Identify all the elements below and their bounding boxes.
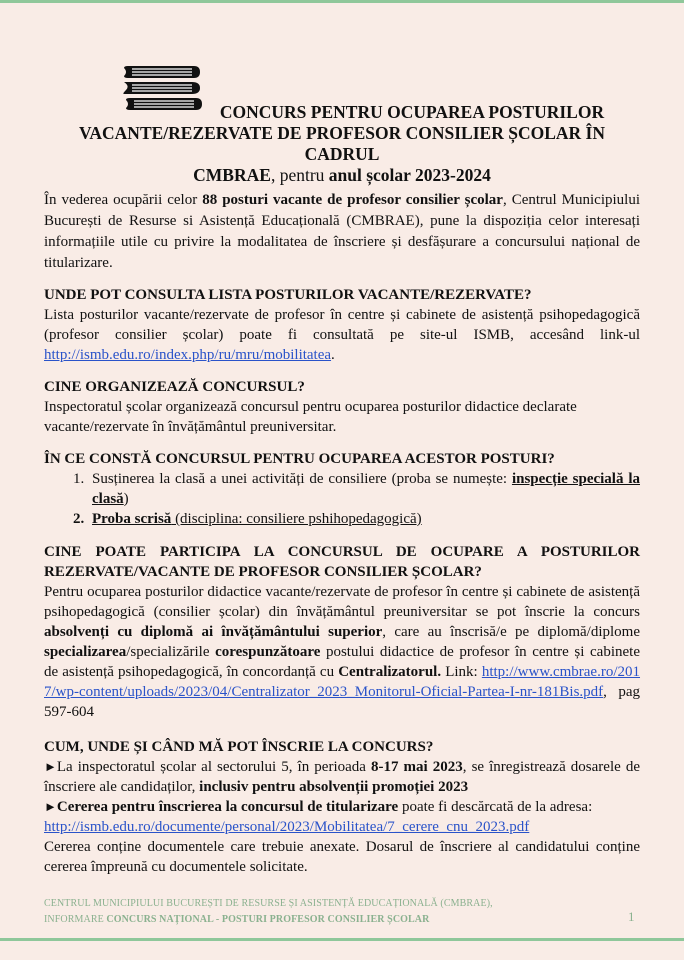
bold-text: corespunzătoare: [215, 644, 321, 660]
page-title: [40, 102, 644, 186]
text: /specializările: [126, 644, 216, 660]
section-exam-content: [44, 449, 640, 529]
section-heading: ÎN CE CONSTĂ CONCURSUL PENTRU OCUPAREA ACESTOR POSTURI?: [44, 451, 555, 467]
list-item-text: (disciplina: consiliere pshihopedagogică): [171, 511, 422, 527]
section-heading: CINE POATE PARTICIPA LA CONCURSUL DE OCUPARE A POSTURILOR REZERVATE/VACANTE DE PROFESOR CONSILIER ȘCOLAR?: [44, 544, 640, 580]
section-eligibility: [44, 542, 640, 722]
intro-paragraph: [44, 190, 640, 274]
section-heading: CINE ORGANIZEAZĂ CONCURSUL?: [44, 379, 305, 395]
text: , pag 597-604: [44, 684, 640, 720]
text: Link:: [441, 664, 482, 680]
list-item-end: ): [123, 491, 129, 507]
title-line-1: CONCURS PENTRU OCUPAREA POSTURILOR: [219, 102, 605, 122]
title-line-3: [40, 165, 644, 186]
intro-text-2: , Centrul Municipiului București de Resurse si Asistență Educațională (CMBRAE), pune la dispoziția celor interesați informațiile utile cu privire la modalitatea de înscriere și desfășurare a concursului național de titularizare.: [44, 192, 641, 271]
bold-text: specializarea: [44, 644, 127, 660]
section-text: Inspectoratul școlar organizează concursul pentru ocuparea posturilor didactice declarate vacante/rezervate în învățământul preuniversitar.: [44, 399, 577, 435]
text: , se înregistrează dosarele de înscriere ale candidaților,: [44, 759, 640, 795]
section-text-end: .: [331, 347, 335, 363]
bold-text: absolvenți cu diplomă ai învățământului superior: [44, 624, 383, 640]
section-positions-list: [44, 285, 640, 365]
title-cmbrae: CMBRAE: [193, 165, 271, 185]
registration-paragraph-2: [44, 797, 640, 817]
list-item: [88, 509, 640, 529]
section-registration: [44, 737, 640, 877]
bold-text: inclusiv pentru absolvenții promoției 2023: [199, 779, 469, 795]
footer-text: INFORMARE: [44, 914, 107, 925]
top-rule: [0, 0, 684, 3]
intro-bold: 88 posturi vacante de profesor consilier școlar: [202, 192, 503, 208]
section-organizer: [44, 377, 640, 437]
footer-bold: CONCURS NAȚIONAL - POSTURI PROFESOR CONSILIER ȘCOLAR: [106, 914, 430, 925]
intro-text-1: În vederea ocupării celor: [44, 192, 203, 208]
list-item: [88, 469, 640, 509]
bold-text: 8-17 mai 2023: [370, 759, 463, 775]
bold-text: Cererea pentru înscrierea la concursul de titularizare: [56, 799, 399, 815]
title-line-2: VACANTE/REZERVATE DE PROFESOR CONSILIER ȘCOLAR ÎN CADRUL: [79, 123, 605, 164]
footer-line-1: CENTRUL MUNICIPIULUI BUCUREȘTI DE RESURSE ȘI ASISTENȚĂ EDUCAȚIONALĂ (CMBRAE),: [44, 898, 493, 909]
page-number: 1: [628, 909, 635, 924]
ismb-mobility-link[interactable]: http://ismb.edu.ro/index.php/ru/mru/mobilitatea: [44, 347, 332, 363]
text: , care au înscrisă/e pe diplomă/diplome: [382, 624, 641, 640]
exam-steps-list: [44, 469, 640, 529]
text: poate fi descărcată de la adresa:: [398, 799, 593, 815]
centralizator-link[interactable]: http://www.cmbrae.ro/2017/wp-content/uploads/2023/04/Centralizator_2023_Monitorul-Oficial-Partea-I-nr-181Bis.pdf: [44, 664, 641, 700]
registration-link-line: [44, 817, 640, 837]
registration-paragraph-1: [44, 757, 640, 797]
application-form-link[interactable]: http://ismb.edu.ro/documente/personal/2023/Mobilitatea/7_cerere_cnu_2023.pdf: [44, 819, 530, 835]
section-text: Lista posturilor vacante/rezervate de profesor în centre și cabinete de asistență psihopedagogică (profesor consilier școlar) poate fi consultată pe site-ul ISMB, accesând link-ul: [44, 307, 640, 343]
list-item-text: Susținerea la clasă a unei activități de consiliere (proba se numește:: [92, 471, 512, 487]
title-school-year: anul școlar 2023-2024: [328, 165, 491, 185]
section-heading: UNDE POT CONSULTA LISTA POSTURILOR VACANTE/REZERVATE?: [44, 287, 532, 303]
list-item-bold: inspecție specială la clasă: [92, 471, 640, 507]
footer: [44, 896, 644, 928]
text: La inspectoratul școlar al sectorului 5, în perioada: [56, 759, 371, 775]
footer-line-2: [44, 912, 644, 928]
bottom-rule: [0, 938, 684, 941]
section-heading: CUM, UNDE ȘI CÂND MĂ POT ÎNSCRIE LA CONCURS?: [44, 739, 434, 755]
list-item-bold: Proba scrisă: [92, 511, 172, 527]
arrow-icon: ►: [44, 799, 57, 814]
title-for: , pentru: [270, 165, 329, 185]
text: Pentru ocuparea posturilor didactice vacante/rezervate de profesor în centre și cabinete de asistență psihopedagogică (consilier școlar) din învățământul preuniversitar se pot înscrie la concurs: [44, 584, 640, 620]
arrow-icon: ►: [44, 759, 57, 774]
registration-paragraph-3: Cererea conține documentele care trebuie anexate. Dosarul de înscriere al candidatului conține cererea împreună cu documentele solicitate.: [44, 839, 640, 875]
bold-text: Centralizatorul.: [338, 664, 442, 680]
text: postului didactice de profesor în centre și cabinete de asistență psihopedagogică, în concordanță cu: [44, 644, 640, 680]
